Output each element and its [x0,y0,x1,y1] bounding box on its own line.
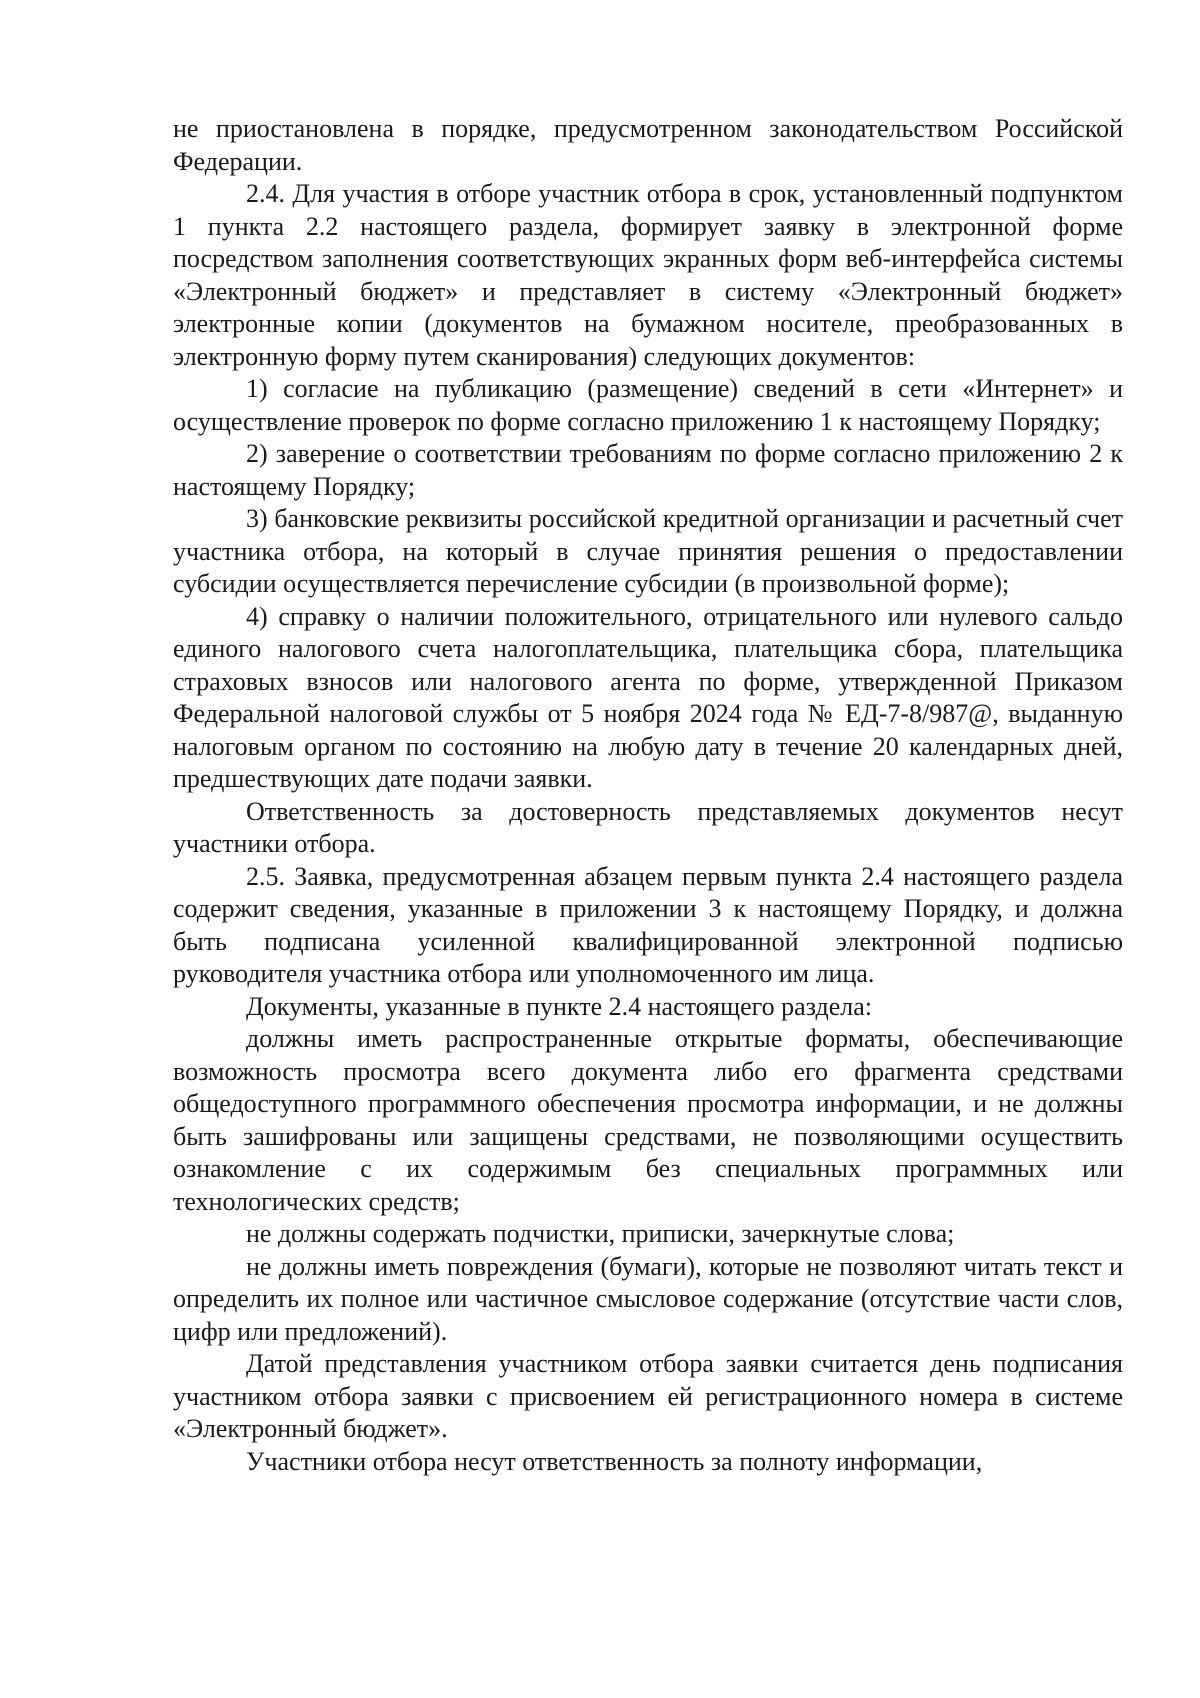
document-page [173,113,1123,1478]
list-item-3: 3) банковские реквизиты российской кредитной организации и расчетный счет участника отбора, на который в случае принятия решения о предоставлении субсидии осуществляется перечисление субсидии (в произвольной форме); [173,504,1123,598]
list-item-4: 4) справку о наличии положительного, отрицательного или нулевого сальдо единого налогового счета налогоплательщика, плательщика сбора, плательщика страховых взносов или налогового агента по форме, утвержденной Приказом Федеральной налоговой службы от 5 ноября 2024 года № ЕД-7-8/987@, выданную налоговым органом по состоянию на любую дату в течение 20 календарных дней, предшествующих дате подачи заявки. [173,601,1123,793]
paragraph-responsibility: Ответственность за достоверность представляемых документов несут участники отбора. [173,796,1123,858]
paragraph-no-damage: не должны иметь повреждения (бумаги), которые не позволяют читать текст и определить их полное или частичное смысловое содержание (отсутствие части слов, цифр или предложений). [173,1251,1123,1346]
paragraph-participants-responsibility: Участники отбора несут ответственность за полноту информации, [246,1446,983,1476]
paragraph-submission-date: Датой представления участником отбора заявки считается день подписания участником отбора заявки с присвоением ей регистрационного номера в системе «Электронный бюджет». [173,1349,1123,1443]
paragraph-documents-intro: Документы, указанные в пункте 2.4 настоящего раздела: [246,991,873,1021]
paragraph-2-5: 2.5. Заявка, предусмотренная абзацем первым пункта 2.4 настоящего раздела содержит сведения, указанные в приложении 3 к настоящему Порядку, и должна быть подписана усиленной квалифицированной электронной подписью руководителя участника отбора или уполномоченного им лица. [173,861,1123,988]
paragraph-2-4: 2.4. Для участия в отборе участник отбора в срок, установленный подпунктом 1 пункта 2.2 настоящего раздела, формирует заявку в электронной форме посредством заполнения соответствующих экранных форм веб-интерфейса системы «Электронный бюджет» и представляет в систему «Электронный бюджет» электронные копии (документов на бумажном носителе, преобразованных в электронную форму путем сканирования) следующих документов: [173,179,1123,371]
paragraph-continuation: не приостановлена в порядке, предусмотренном законодательством Российской Федерации. [173,114,1123,176]
paragraph-no-erasures: не должны содержать подчистки, приписки, зачеркнутые слова; [246,1219,955,1248]
list-item-2: 2) заверение о соответствии требованиям по форме согласно приложению 2 к настоящему Порядку; [173,439,1123,501]
paragraph-formats: должны иметь распространенные открытые форматы, обеспечивающие возможность просмотра всего документа либо его фрагмента средствами общедоступного программного обеспечения просмотра информации, и не должны быть зашифрованы или защищены средствами, не позволяющими осуществить ознакомление с их содержимым без специальных программных или технологических средств; [173,1024,1123,1216]
list-item-1: 1) согласие на публикацию (размещение) сведений в сети «Интернет» и осуществление проверок по форме согласно приложению 1 к настоящему Порядку; [173,374,1123,436]
